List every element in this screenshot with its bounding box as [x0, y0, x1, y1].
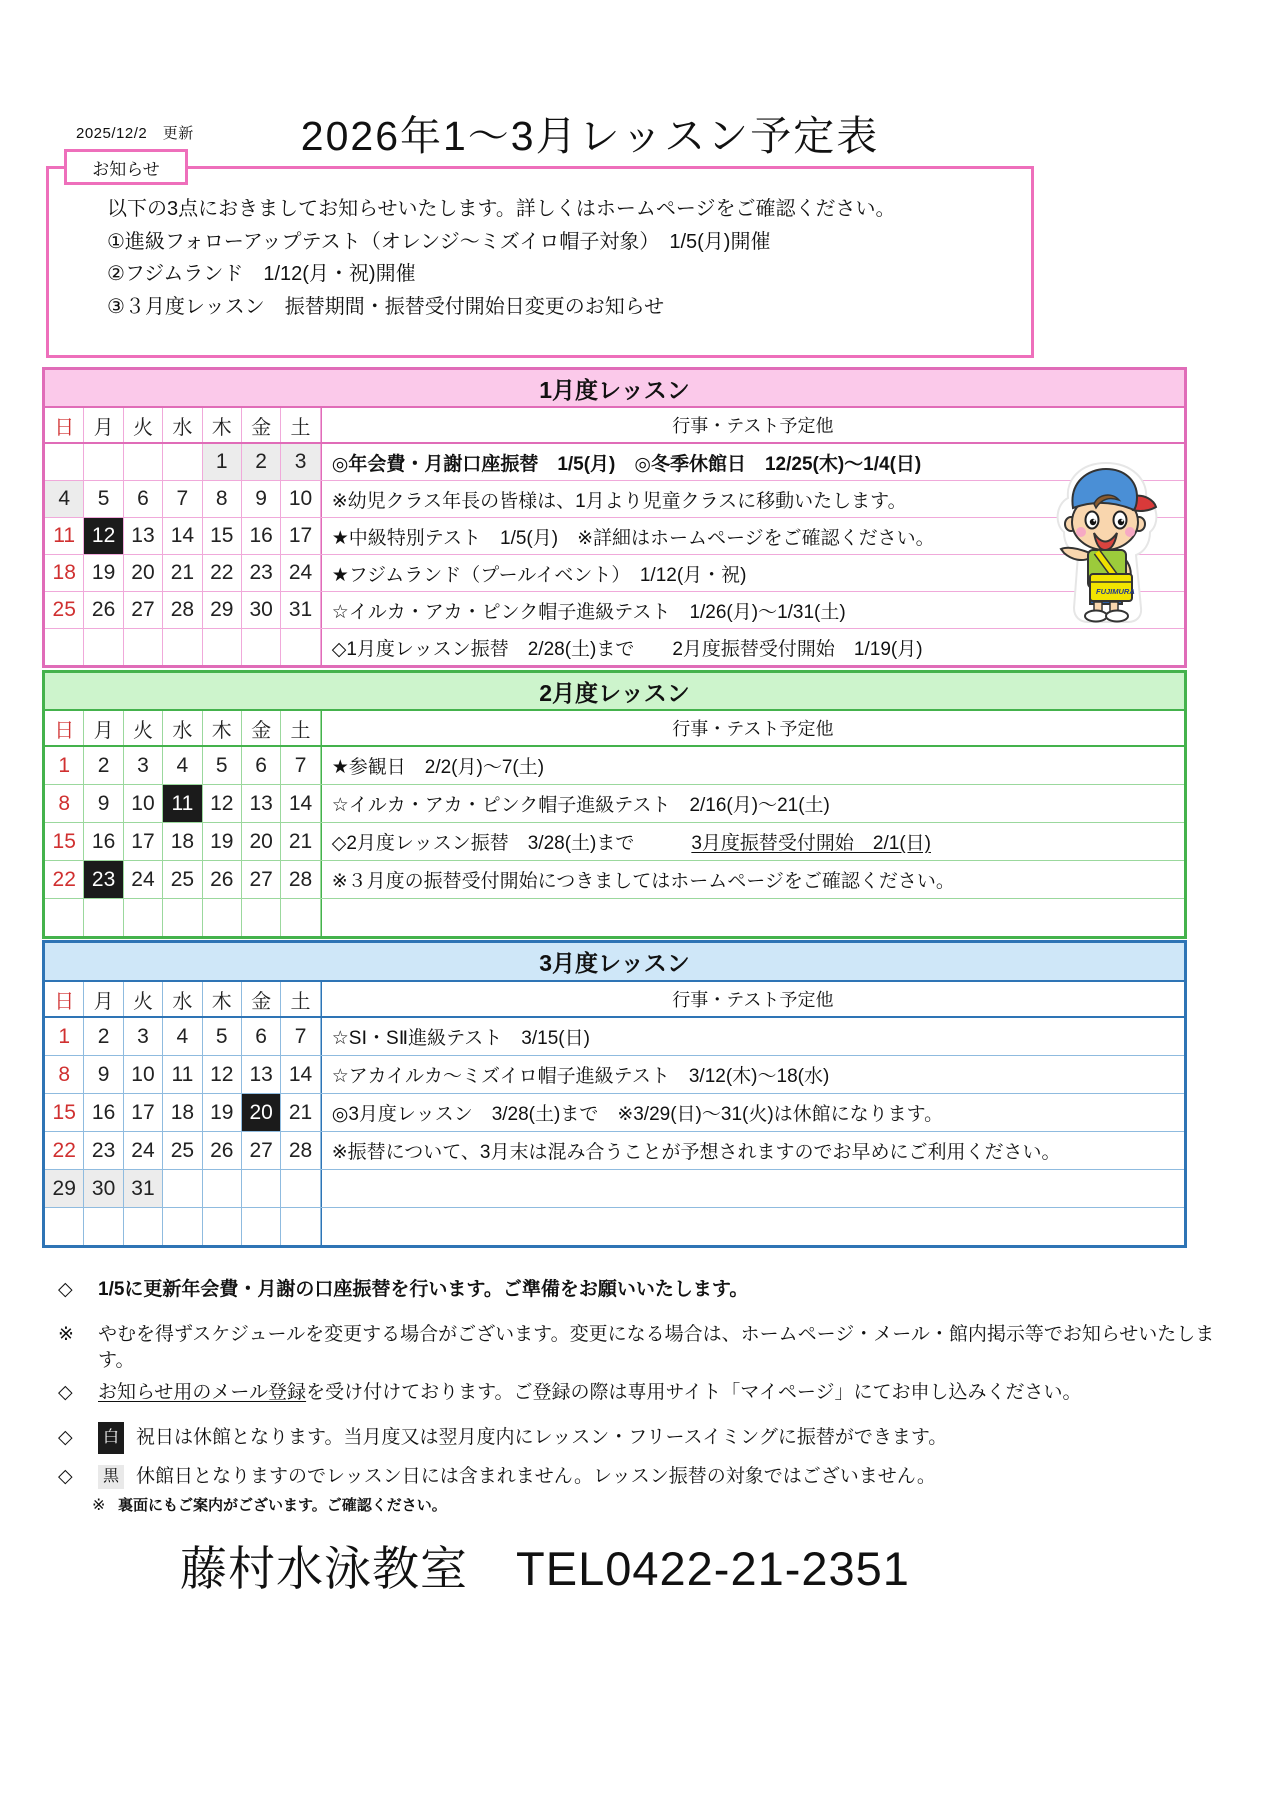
day-cell: 19 [203, 823, 242, 860]
day-cell: 27 [242, 861, 281, 898]
day-cell: 6 [242, 1018, 281, 1055]
note-rest-text: を受け付けております。ご登録の際は専用サイト「マイページ」にてお申し込みください。 [306, 1382, 1082, 1403]
day-cell: 26 [203, 861, 242, 898]
day-cell [242, 1170, 281, 1207]
day-cell [84, 629, 123, 665]
event-text: ※３月度の振替受付開始につきましてはホームページをご確認ください。 [331, 871, 955, 892]
day-cell: 17 [124, 1094, 163, 1131]
day-cell: 6 [124, 481, 163, 517]
day-cell: 27 [242, 1132, 281, 1169]
event-text: ※振替について、3月末は混み合うことが予想されますのでお早めにご利用ください。 [331, 1142, 1061, 1163]
calendar-week-row [45, 592, 1184, 629]
calendar-week-row [45, 899, 1184, 936]
mascot-bag-logo-text: FUJIMURA [1096, 587, 1135, 596]
day-cell: 15 [45, 1094, 84, 1131]
mascot-boy-illustration [1044, 460, 1168, 624]
day-cell [45, 1208, 84, 1245]
event-cell [321, 861, 1184, 898]
day-cell: 29 [45, 1170, 84, 1207]
calendar-title: 1月度レッスン [45, 370, 1184, 408]
note-closed-legend [58, 1464, 936, 1490]
day-cell [45, 629, 84, 665]
day-of-week-header-cell: 土 [281, 982, 320, 1016]
event-cell [321, 1208, 1184, 1245]
day-cell: 8 [45, 1056, 84, 1093]
day-of-week-header-cell: 日 [45, 408, 84, 442]
note-back-side [92, 1496, 447, 1516]
day-of-week-header-cell: 水 [163, 408, 202, 442]
day-cell: 23 [84, 861, 123, 898]
day-of-week-header-cell: 日 [45, 982, 84, 1016]
day-cell: 13 [124, 518, 163, 554]
day-cell: 18 [45, 555, 84, 591]
day-cell: 15 [45, 823, 84, 860]
diamond-marker: ◇ [58, 1466, 73, 1487]
notice-line: ②フジムランド 1/12(月・祝)開催 [107, 263, 416, 285]
day-cell [84, 899, 123, 936]
day-cell [45, 899, 84, 936]
event-text: ☆イルカ・アカ・ピンク帽子進級テスト 1/26(月)～1/31(土) [331, 601, 846, 623]
calendar-february [42, 670, 1187, 939]
event-cell [321, 899, 1184, 936]
event-cell [321, 629, 1184, 665]
event-text: ☆SⅠ・SⅡ進級テスト 3/15(日) [331, 1028, 590, 1049]
day-cell: 5 [203, 747, 242, 784]
calendar-week-row [45, 444, 1184, 481]
day-cell: 19 [84, 555, 123, 591]
day-cell [242, 899, 281, 936]
calendar-week-row [45, 1208, 1184, 1245]
day-cell: 14 [163, 518, 202, 554]
day-cell: 14 [281, 1056, 320, 1093]
day-cell [84, 1208, 123, 1245]
day-cell [163, 899, 202, 936]
day-cell: 20 [242, 1094, 281, 1131]
day-of-week-header-cell: 木 [203, 982, 242, 1016]
day-cell [203, 899, 242, 936]
day-of-week-header-cell: 火 [124, 711, 163, 745]
day-cell: 3 [124, 747, 163, 784]
calendar-week-row [45, 785, 1184, 823]
day-cell: 12 [84, 518, 123, 554]
day-cell [281, 629, 320, 665]
day-cell: 7 [281, 1018, 320, 1055]
event-text: ★フジムランド（プールイベント） 1/12(月・祝) [331, 564, 747, 586]
day-cell: 4 [163, 747, 202, 784]
day-cell: 25 [163, 861, 202, 898]
asterisk-marker: ※ [58, 1324, 74, 1345]
day-cell: 26 [84, 592, 123, 628]
note-text: 1/5に更新年会費・月謝の口座振替を行います。ご準備をお願いいたします。 [98, 1279, 749, 1300]
day-cell [124, 629, 163, 665]
day-cell: 31 [124, 1170, 163, 1207]
diamond-marker: ◇ [58, 1382, 73, 1403]
day-cell: 21 [281, 1094, 320, 1131]
event-text: ◇1月度レッスン振替 2/28(土)まで 2月度振替受付開始 1/19(月) [331, 638, 923, 660]
day-cell: 21 [163, 555, 202, 591]
event-text: ◎3月度レッスン 3/28(土)まで ※3/29(日)～31(火)は休館になります。 [331, 1104, 944, 1125]
calendar-week-row [45, 823, 1184, 861]
day-cell [124, 899, 163, 936]
day-cell [203, 629, 242, 665]
diamond-marker: ◇ [58, 1427, 73, 1448]
closed-legend-swatch: 黒 [98, 1465, 124, 1489]
day-cell [163, 444, 202, 480]
day-cell: 18 [163, 1094, 202, 1131]
day-cell: 27 [124, 592, 163, 628]
day-cell [242, 1208, 281, 1245]
day-cell: 11 [163, 785, 202, 822]
day-cell: 24 [124, 1132, 163, 1169]
day-cell: 4 [45, 481, 84, 517]
event-cell [321, 1018, 1184, 1055]
event-cell [321, 1056, 1184, 1093]
day-cell [163, 1208, 202, 1245]
day-cell: 9 [84, 1056, 123, 1093]
event-cell [321, 1094, 1184, 1131]
day-cell: 13 [242, 785, 281, 822]
day-cell: 28 [281, 861, 320, 898]
event-cell [321, 1132, 1184, 1169]
calendar-week-row [45, 518, 1184, 555]
day-of-week-header-cell: 土 [281, 711, 320, 745]
day-cell: 17 [124, 823, 163, 860]
day-cell [242, 629, 281, 665]
day-cell: 5 [203, 1018, 242, 1055]
event-text: ☆アカイルカ～ミズイロ帽子進級テスト 3/12(木)～18(水) [331, 1066, 830, 1087]
event-cell [321, 747, 1184, 784]
day-cell: 24 [281, 555, 320, 591]
day-cell [163, 629, 202, 665]
holiday-legend-swatch: 白 [98, 1422, 124, 1454]
day-cell: 25 [45, 592, 84, 628]
day-cell: 5 [84, 481, 123, 517]
day-cell: 3 [124, 1018, 163, 1055]
day-cell: 24 [124, 861, 163, 898]
day-cell: 22 [203, 555, 242, 591]
note-text: やむを得ずスケジュールを変更する場合がございます。変更になる場合は、ホームページ・メール・館内掲示等でお知らせいたします。 [98, 1324, 1215, 1371]
day-cell [45, 444, 84, 480]
day-cell: 16 [84, 823, 123, 860]
day-cell: 10 [281, 481, 320, 517]
day-cell: 8 [45, 785, 84, 822]
calendar-header-row [45, 408, 1184, 444]
events-column-header: 行事・テスト予定他 [321, 408, 1184, 442]
day-cell [163, 1170, 202, 1207]
day-cell [84, 444, 123, 480]
note-mail-registration [58, 1380, 1081, 1406]
day-cell: 19 [203, 1094, 242, 1131]
day-cell: 4 [163, 1018, 202, 1055]
day-cell: 20 [124, 555, 163, 591]
day-cell [203, 1208, 242, 1245]
day-cell: 20 [242, 823, 281, 860]
school-name-and-phone: 藤村水泳教室 TEL0422-21-2351 [180, 1542, 910, 1595]
event-cell [321, 1170, 1184, 1207]
day-cell: 7 [281, 747, 320, 784]
day-cell: 1 [203, 444, 242, 480]
day-cell: 9 [84, 785, 123, 822]
event-text: ※幼児クラス年長の皆様は、1月より児童クラスに移動いたします。 [331, 490, 907, 512]
event-text: ◇2月度レッスン振替 3/28(土)まで [331, 833, 692, 854]
calendar-week-row [45, 1094, 1184, 1132]
day-cell: 1 [45, 1018, 84, 1055]
page-title: 2026年1～3月レッスン予定表 [300, 113, 880, 159]
day-cell: 2 [84, 747, 123, 784]
day-cell: 29 [203, 592, 242, 628]
updated-date: 2025/12/2 更新 [76, 125, 194, 142]
day-cell [281, 1170, 320, 1207]
calendar-week-row [45, 1170, 1184, 1208]
calendar-week-row [45, 861, 1184, 899]
day-of-week-header-cell: 月 [84, 408, 123, 442]
events-column-header: 行事・テスト予定他 [321, 982, 1184, 1016]
day-cell: 10 [124, 785, 163, 822]
day-of-week-header-cell: 金 [242, 711, 281, 745]
events-column-header: 行事・テスト予定他 [321, 711, 1184, 745]
day-cell: 25 [163, 1132, 202, 1169]
event-text: ★中級特別テスト 1/5(月) ※詳細はホームページをご確認ください。 [331, 527, 935, 549]
day-of-week-header-cell: 木 [203, 711, 242, 745]
note-account-transfer [58, 1277, 748, 1303]
day-of-week-header-cell: 月 [84, 711, 123, 745]
day-cell: 1 [45, 747, 84, 784]
calendar-week-row [45, 1132, 1184, 1170]
note-holiday-legend [58, 1422, 947, 1454]
calendar-week-row [45, 1018, 1184, 1056]
notice-line: ①進級フォローアップテスト（オレンジ～ミズイロ帽子対象） 1/5(月)開催 [107, 230, 771, 253]
day-of-week-header-cell: 木 [203, 408, 242, 442]
day-of-week-header-cell: 月 [84, 982, 123, 1016]
calendar-title: 2月度レッスン [45, 673, 1184, 711]
day-cell: 10 [124, 1056, 163, 1093]
day-cell: 11 [163, 1056, 202, 1093]
day-of-week-header-cell: 日 [45, 711, 84, 745]
day-cell: 21 [281, 823, 320, 860]
day-cell: 6 [242, 747, 281, 784]
notice-line: 以下の3点におきましてお知らせいたします。詳しくはホームページをご確認ください。 [107, 198, 896, 220]
day-cell [281, 899, 320, 936]
event-cell [321, 785, 1184, 822]
day-cell: 16 [242, 518, 281, 554]
day-cell: 30 [242, 592, 281, 628]
diamond-marker: ◇ [58, 1279, 73, 1300]
day-cell: 11 [45, 518, 84, 554]
day-of-week-header-cell: 土 [281, 408, 320, 442]
day-cell: 17 [281, 518, 320, 554]
day-of-week-header-cell: 金 [242, 408, 281, 442]
day-cell: 15 [203, 518, 242, 554]
day-cell: 7 [163, 481, 202, 517]
day-of-week-header-cell: 火 [124, 408, 163, 442]
day-of-week-header-cell: 金 [242, 982, 281, 1016]
day-cell: 30 [84, 1170, 123, 1207]
day-cell: 8 [203, 481, 242, 517]
day-cell: 2 [242, 444, 281, 480]
day-of-week-header-cell: 水 [163, 982, 202, 1016]
day-cell: 23 [84, 1132, 123, 1169]
day-cell: 28 [281, 1132, 320, 1169]
calendar-week-row [45, 1056, 1184, 1094]
day-cell [124, 1208, 163, 1245]
day-cell: 12 [203, 1056, 242, 1093]
day-cell: 13 [242, 1056, 281, 1093]
day-cell: 14 [281, 785, 320, 822]
calendar-week-row [45, 629, 1184, 665]
day-cell: 28 [163, 592, 202, 628]
day-cell: 2 [84, 1018, 123, 1055]
note-text [98, 1380, 1081, 1406]
calendar-title: 3月度レッスン [45, 943, 1184, 982]
calendar-week-row [45, 481, 1184, 518]
day-cell [124, 444, 163, 480]
day-cell: 26 [203, 1132, 242, 1169]
day-cell: 22 [45, 1132, 84, 1169]
mascot-boy-svg [1044, 460, 1168, 624]
event-text: ◎年会費・月謝口座振替 1/5(月) ◎冬季休館日 12/25(木)～1/4(日) [331, 453, 922, 475]
calendar-march [42, 940, 1187, 1248]
notice-line: ③３月度レッスン 振替期間・振替受付開始日変更のお知らせ [107, 295, 665, 318]
day-cell: 18 [163, 823, 202, 860]
day-of-week-header-cell: 火 [124, 982, 163, 1016]
day-cell: 31 [281, 592, 320, 628]
calendar-january [42, 367, 1187, 668]
event-text: ★参観日 2/2(月)～7(土) [331, 757, 545, 778]
note-schedule-change [58, 1322, 1228, 1374]
calendar-week-row [45, 747, 1184, 785]
day-cell [203, 1170, 242, 1207]
day-cell: 12 [203, 785, 242, 822]
asterisk-marker: ※ [92, 1497, 106, 1514]
note-text: 裏面にもご案内がございます。ご確認ください。 [118, 1497, 447, 1514]
calendar-week-row [45, 555, 1184, 592]
day-cell [281, 1208, 320, 1245]
event-text: 3月度振替受付開始 2/1(日) [691, 833, 931, 854]
notice-label: お知らせ [64, 149, 188, 185]
event-text: ☆イルカ・アカ・ピンク帽子進級テスト 2/16(月)～21(土) [331, 795, 830, 816]
calendar-header-row [45, 711, 1184, 747]
note-text: 祝日は休館となります。当月度又は翌月度内にレッスン・フリースイミングに振替ができます。 [136, 1427, 948, 1448]
event-cell [321, 823, 1184, 860]
day-cell: 16 [84, 1094, 123, 1131]
note-underlined-text: お知らせ用のメール登録 [98, 1382, 307, 1403]
note-text: 休館日となりますのでレッスン日には含まれません。レッスン振替の対象ではございません。 [136, 1466, 936, 1487]
day-of-week-header-cell: 水 [163, 711, 202, 745]
notice-box [46, 166, 1034, 358]
day-cell: 3 [281, 444, 320, 480]
day-cell: 23 [242, 555, 281, 591]
calendar-header-row [45, 982, 1184, 1018]
day-cell: 9 [242, 481, 281, 517]
day-cell: 22 [45, 861, 84, 898]
